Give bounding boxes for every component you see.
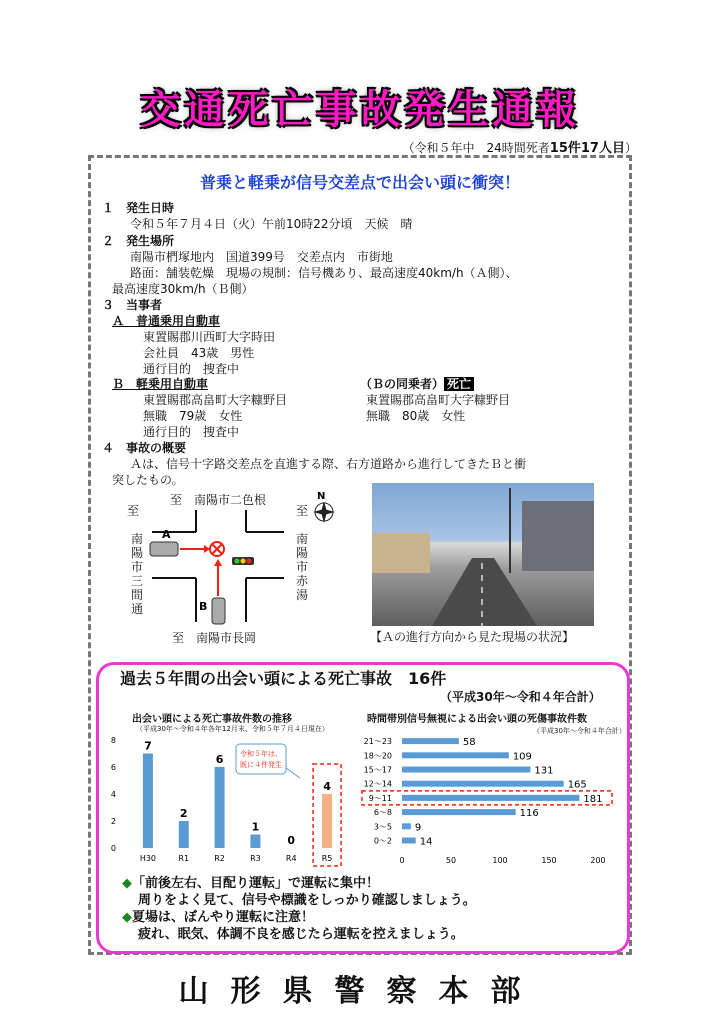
x-tick-label: R4 [285,854,297,863]
diagram-west-to: 至 [127,504,140,518]
y-tick-label: 3～5 [373,822,392,832]
x-tick-label: R2 [214,854,225,863]
section3-heading: 当事者 [126,298,163,312]
data-label: 116 [519,808,539,820]
death-count-line [403,137,637,156]
callout-text: 既に４件発生 [240,761,282,769]
section2-heading: 発生場所 [126,234,175,248]
callout-bubble [236,744,300,778]
x-tick-label: 0 [399,856,405,865]
bar [402,809,516,815]
y-tick-label: 6 [110,763,116,772]
past-title: 過去５年間の出会い頭による死亡事故 16件 [120,669,447,688]
y-tick-label: 0～2 [373,836,392,846]
y-tick-label: 4 [110,790,116,799]
section4-heading: 事故の概要 [126,441,187,455]
count-value: 15件17人目 [549,141,625,156]
party-a-line: 通行目的 捜査中 [143,362,240,376]
x-tick-label: 50 [445,856,457,865]
tip1-bullet: ◆ [122,876,132,891]
building-shape [372,533,430,573]
section4-line2: 突したもの。 [112,473,184,487]
chart2-subtitle: （平成30年～令和４年合計） [533,727,626,735]
passenger-heading [360,377,474,392]
chart1-subtitle: （平成30年～令和４年各年12月末、令和５年７月４日現在） [136,725,329,733]
party-a-line: 会社員 43歳 男性 [143,346,255,360]
data-label: 2 [179,807,188,820]
chart1-title: 出会い頭による死亡事故件数の推移 [132,714,292,725]
section4-num: ４ [102,441,115,455]
callout-box [236,744,286,774]
tip2-bullet: ◆ [122,910,132,925]
car-b-label: B [199,600,208,613]
compass-north-label: N [317,491,326,502]
x-tick-label: R1 [178,854,190,863]
passenger-label: （Ｂの同乗者） [360,377,445,391]
x-tick-label: R3 [250,854,261,863]
tip2-heading [122,909,314,926]
count-prefix: （令和５年中 24時間死者 [402,141,550,155]
signal-light [235,559,240,564]
count-suffix: ） [624,141,637,155]
passenger-line: 東置賜郡高畠町大字糠野目 [366,393,511,407]
chart2-title: 時間帯別信号無視による出会い頭の死傷事故件数 [367,714,587,725]
bar [143,754,153,849]
bar [402,781,564,787]
bar [402,752,509,758]
tip1-heading-text: 「前後左右、目配り運転」で運転に集中！ [132,876,380,891]
data-label: 58 [462,737,476,749]
headline: 普乗と軽乗が信号交差点で出会い頭に衝突！ [199,173,520,192]
past-subtitle: （平成30年～令和４年合計） [440,690,601,704]
y-tick-label: 2 [110,817,116,826]
car-b-arrowhead [214,559,222,566]
diagram-east-label: 南陽市赤湯 [296,532,309,602]
party-a-line: 東置賜郡川西町大字時田 [143,330,276,344]
data-label: 4 [323,780,331,793]
data-label: 14 [419,836,433,848]
x-tick-label: 200 [590,856,606,865]
footer-organization: 山形県警察本部 [178,974,543,1009]
party-b-line: 東置賜郡高畠町大字糠野目 [143,393,288,407]
section1-num: １ [102,201,115,215]
section2-num: ２ [102,234,115,248]
x-tick-label: 100 [492,856,508,865]
data-label: 109 [512,751,532,763]
passenger-line: 無職 80歳 女性 [366,409,466,423]
section3-num: ３ [102,298,115,312]
bar [179,821,189,848]
party-b-heading: Ｂ 軽乗用自動車 [112,377,209,391]
chart1-svg [108,730,358,870]
data-label: 131 [534,765,554,777]
x-tick-label: H30 [139,854,157,863]
bar [402,767,530,773]
y-tick-label: 9～11 [368,793,392,803]
tip2-body: 疲れ、眠気、体調不良を感じたら運転を控えましょう。 [138,927,464,942]
party-b-line: 通行目的 捜査中 [143,425,240,439]
bar [402,823,411,829]
tip1-heading [122,875,379,892]
fatality-badge: 死亡 [444,377,474,391]
data-label: 181 [583,793,603,805]
bar [402,838,416,844]
car-a-icon [150,542,178,556]
bar [322,794,332,848]
chart2-svg [360,730,618,870]
section1-heading: 発生日時 [126,201,175,215]
section2-line3: 最高速度30km/h（Ｂ側） [112,282,254,296]
section1-text: 令和５年７月４日（火）午前10時22分頃 天候 晴 [130,217,413,231]
y-tick-label: 0 [110,844,116,853]
scene-photo [372,483,594,626]
y-tick-label: 6～8 [373,808,392,818]
road-shape [432,558,537,626]
section4-line1: Ａは、信号十字路交差点を直進する際、右方道路から進行してきたＢと衝 [130,457,527,471]
section2-line2: 路面：舗装乾燥 現場の規制：信号機あり、最高速度40km/h（Ａ側）、 [130,266,518,280]
y-tick-label: 8 [110,736,116,745]
signal-light [241,559,246,564]
bar [215,767,225,848]
data-label: 9 [414,822,422,834]
diagram-west-label: 南陽市三間通 [131,532,144,616]
tip1-body: 周りをよく見て、信号や標識をしっかり確認しましょう。 [138,893,476,908]
signal-light [247,559,252,564]
tip2-heading-text: 夏場は、ぼんやり運転に注意！ [132,910,315,925]
bar [402,795,579,801]
scene-photo-drawing [372,483,594,626]
building-shape [522,501,594,571]
y-tick-label: 18～20 [363,751,392,761]
y-tick-label: 12～14 [363,779,392,789]
party-a-heading: Ａ 普通乗用自動車 [112,314,221,328]
section2-line1: 南陽市椚塚地内 国道399号 交差点内 市街地 [130,250,393,264]
diagram-north-label: 至 南陽市二色根 [170,493,267,507]
bar [250,835,260,849]
callout-pointer [286,768,300,778]
data-label: 1 [251,820,260,834]
x-tick-label: 150 [541,856,557,865]
data-label: 6 [215,753,224,766]
photo-caption: 【Ａの進行方向から見た現場の状況】 [370,630,575,644]
page-title: 交通死亡事故発生通報 [140,87,581,133]
party-b-line: 無職 79歳 女性 [143,409,243,423]
bar [402,738,459,744]
diagram-east-to: 至 [296,504,309,518]
x-tick-label: R5 [321,854,333,863]
y-tick-label: 15～17 [363,765,392,775]
callout-text: 令和５年は、 [240,750,282,758]
y-tick-label: 21～23 [363,737,392,747]
data-label: 0 [287,834,296,847]
car-b-icon [212,598,225,624]
data-label: 7 [144,739,152,753]
data-label: 165 [567,779,587,791]
car-a-label: A [162,528,171,541]
diagram-south-label: 至 南陽市長岡 [172,631,257,645]
